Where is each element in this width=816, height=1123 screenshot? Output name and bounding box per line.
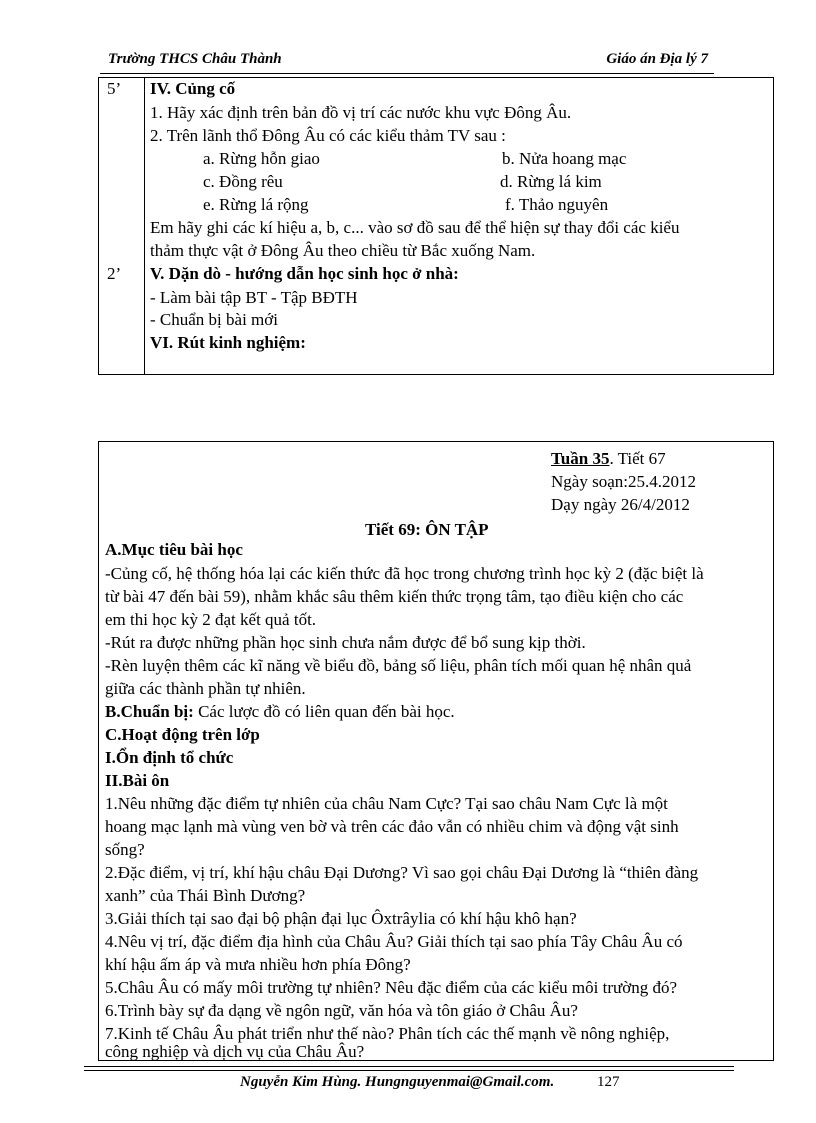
review-q2-line-2: xanh” của Thái Bình Dương?	[105, 886, 306, 905]
homework-line-1: - Làm bài tập BT - Tập BĐTH	[150, 288, 358, 307]
time-cell-2: 2’	[107, 264, 122, 283]
time-column-divider	[144, 78, 145, 374]
section-c2-heading: II.Bài ôn	[105, 771, 170, 790]
option-a: a. Rừng hỗn giao	[203, 149, 320, 168]
review-q1-line-1: 1.Nêu những đặc điểm tự nhiên của châu Nam Cực? Tại sao châu Nam Cực là một	[105, 794, 668, 813]
consolidation-table	[98, 77, 774, 375]
subject-name: Giáo án Địa lý 7	[606, 51, 708, 67]
review-q4-line-2: khí hậu ấm áp và mưa nhiều hơn phía Đông?	[105, 955, 411, 974]
objective-line-3: em thi học kỳ 2 đạt kết quả tốt.	[105, 610, 317, 629]
lesson-title: Tiết 69: ÔN TẬP	[365, 520, 489, 539]
option-e: e. Rừng lá rộng	[203, 195, 309, 214]
objective-line-5: -Rèn luyện thêm các kĩ năng về biểu đồ, bảng số liệu, phân tích mối quan hệ nhân quả	[105, 656, 692, 675]
time-cell-1: 5’	[107, 79, 122, 98]
section-vi-title: VI. Rút kinh nghiệm:	[150, 333, 306, 352]
review-q7-line-2: công nghiệp và dịch vụ của Châu Âu?	[105, 1042, 365, 1061]
week-label: Tuần 35. Tiết 67	[551, 449, 666, 468]
instruction-line-2: thảm thực vật ở Đông Âu theo chiều từ Bắc xuống Nam.	[150, 241, 536, 260]
option-c: c. Đồng rêu	[203, 172, 283, 191]
prep-date: Ngày soạn:25.4.2012	[551, 472, 696, 491]
footer-rule-bottom	[84, 1070, 734, 1071]
section-iv-title: IV. Củng cố	[150, 79, 236, 98]
section-a-heading: A.Mục tiêu bài học	[105, 540, 243, 559]
footer-rule-top	[84, 1066, 734, 1067]
section-c1-heading: I.Ổn định tổ chức	[105, 748, 234, 767]
review-q1-line-2: hoang mạc lạnh mà vùng ven bờ và trên các đảo vẫn có nhiều chim và động vật sinh	[105, 817, 679, 836]
page-header	[108, 51, 708, 71]
page-number: 127	[597, 1074, 620, 1090]
instruction-line-1: Em hãy ghi các kí hiệu a, b, c... vào sơ đồ sau để thể hiện sự thay đổi các kiểu	[150, 218, 680, 237]
review-q6: 6.Trình bày sự đa dạng về ngôn ngữ, văn hóa và tôn giáo ở Châu Âu?	[105, 1001, 578, 1020]
teach-date: Dạy ngày 26/4/2012	[551, 495, 690, 514]
review-q4-line-1: 4.Nêu vị trí, đặc điểm địa hình của Châu Âu? Giải thích tại sao phía Tây Châu Âu có	[105, 932, 683, 951]
school-name: Trường THCS Châu Thành	[108, 51, 282, 67]
homework-line-2: - Chuẩn bị bài mới	[150, 310, 278, 329]
objective-line-6: giữa các thành phần tự nhiên.	[105, 679, 306, 698]
review-q7-line-1: 7.Kinh tế Châu Âu phát triển như thế nào? Phân tích các thế mạnh về nông nghiệp,	[105, 1024, 670, 1043]
objective-line-2: từ bài 47 đến bài 59), nhằm khắc sâu thêm kiến thức trọng tâm, tạo điều kiện cho các	[105, 587, 684, 606]
option-d: d. Rừng lá kim	[500, 172, 602, 191]
header-rule	[100, 73, 714, 74]
section-v-title: V. Dặn dò - hướng dẫn học sinh học ở nhà:	[150, 264, 459, 283]
author-credit: Nguyễn Kim Hùng. Hungnguyenmai@Gmail.com.	[240, 1074, 555, 1090]
option-b: b. Nửa hoang mạc	[502, 149, 627, 168]
option-f: f. Thảo nguyên	[505, 195, 609, 214]
section-b: B.Chuẩn bị: Các lược đồ có liên quan đến bài học.	[105, 702, 455, 721]
objective-line-1: -Củng cố, hệ thống hóa lại các kiến thức đã học trong chương trình học kỳ 2 (đặc biệt là	[105, 564, 704, 583]
review-q2-line-1: 2.Đặc điểm, vị trí, khí hậu châu Đại Dương? Vì sao gọi châu Đại Dương là “thiên đàng	[105, 863, 699, 882]
objective-line-4: -Rút ra được những phần học sinh chưa nắm được để bổ sung kịp thời.	[105, 633, 586, 652]
question-1: 1. Hãy xác định trên bản đồ vị trí các nước khu vực Đông Âu.	[150, 103, 572, 122]
lesson-plan-box	[98, 441, 774, 1061]
section-c-heading: C.Hoạt động trên lớp	[105, 725, 260, 744]
review-q5: 5.Châu Âu có mấy môi trường tự nhiên? Nêu đặc điểm của các kiểu môi trường đó?	[105, 978, 677, 997]
review-q3: 3.Giải thích tại sao đại bộ phận đại lục Ôxtrâylia có khí hậu khô hạn?	[105, 909, 577, 928]
review-q1-line-3: sống?	[105, 840, 145, 859]
question-2: 2. Trên lãnh thổ Đông Âu có các kiểu thảm TV sau :	[150, 126, 506, 145]
